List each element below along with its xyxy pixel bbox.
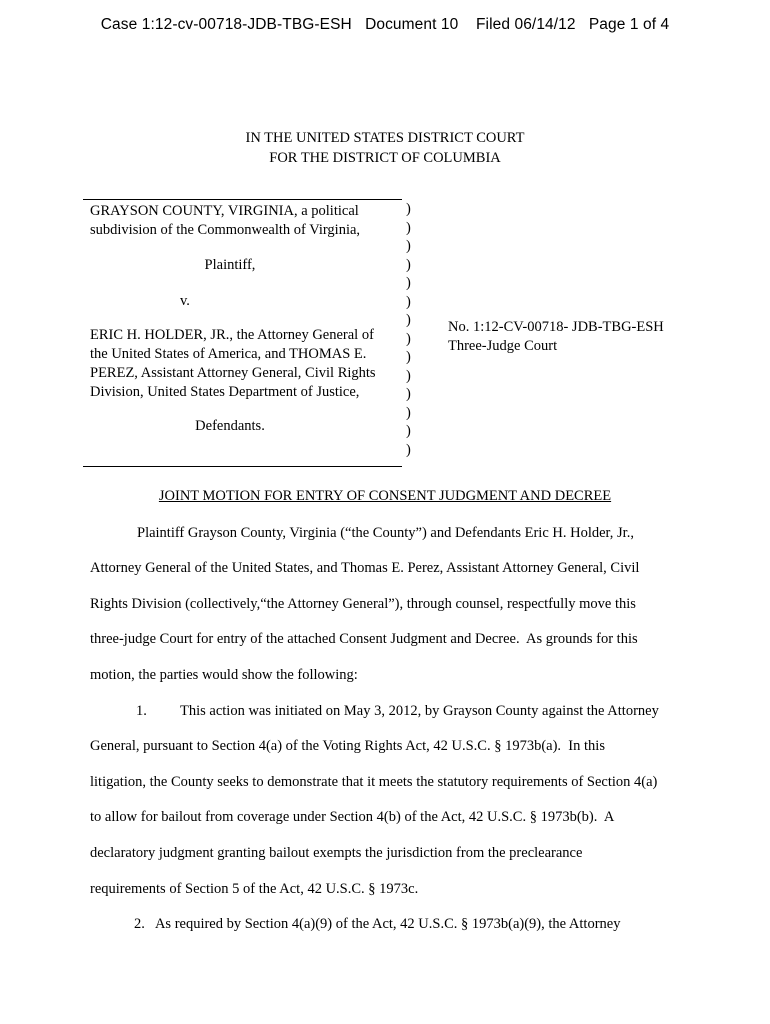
plaintiff-line-2: subdivision of the Commonwealth of Virginia,: [90, 222, 361, 238]
caption-paren: ): [406, 201, 411, 217]
body-line: motion, the parties would show the following:: [90, 667, 358, 683]
case-number: No. 1:12-CV-00718- JDB-TBG-ESH: [448, 319, 664, 335]
defendant-line-1: ERIC H. HOLDER, JR., the Attorney General of: [90, 327, 374, 343]
plaintiff-label: Plaintiff,: [204, 257, 256, 273]
caption-paren: ): [406, 349, 411, 365]
plaintiff-line-1: GRAYSON COUNTY, VIRGINIA, a political: [90, 203, 359, 219]
body-line: General, pursuant to Section 4(a) of the Voting Rights Act, 42 U.S.C. § 1973b(a). In this: [90, 738, 605, 754]
defendant-label: Defendants.: [195, 418, 265, 434]
caption-paren: ): [406, 256, 411, 273]
caption-paren: ): [406, 219, 411, 236]
body-line: declaratory judgment granting bailout exempts the jurisdiction from the preclearance: [90, 845, 583, 861]
court-heading: [0, 128, 770, 168]
paragraph-number: 1.: [136, 703, 147, 719]
caption-paren: ): [406, 330, 411, 347]
versus-label: v.: [180, 293, 190, 309]
body-line: Plaintiff Grayson County, Virginia (“the County”) and Defendants Eric H. Holder, Jr.,: [137, 525, 634, 541]
body-line: Attorney General of the United States, and Thomas E. Perez, Assistant Attorney General, Civil: [90, 560, 640, 576]
body-line: three-judge Court for entry of the attached Consent Judgment and Decree. As grounds for this: [90, 631, 638, 647]
body-line: to allow for bailout from coverage under Section 4(b) of the Act, 42 U.S.C. § 1973b(b). A: [90, 809, 615, 825]
caption-paren: ): [406, 293, 411, 310]
court-type: Three-Judge Court: [448, 338, 558, 354]
body-line: requirements of Section 5 of the Act, 42 U.S.C. § 1973c.: [90, 881, 419, 897]
defendant-line-3: PEREZ, Assistant Attorney General, Civil Rights: [90, 365, 376, 381]
caption-paren: ): [406, 238, 411, 254]
defendant-line-2: the United States of America, and THOMAS E.: [90, 346, 367, 362]
caption-paren: ): [406, 312, 411, 328]
case-number-block: [448, 318, 664, 356]
body-line: litigation, the County seeks to demonstrate that it meets the statutory requirements of Section 4(a): [90, 774, 658, 790]
body-line: This action was initiated on May 3, 2012, by Grayson County against the Attorney: [180, 703, 659, 719]
caption-paren: ): [406, 441, 411, 458]
caption-paren: ): [406, 386, 411, 402]
caption-bottom-rule: [83, 466, 402, 467]
caption-paren: ): [406, 404, 411, 421]
body-line: 2. As required by Section 4(a)(9) of the Act, 42 U.S.C. § 1973b(a)(9), the Attorney: [134, 916, 621, 932]
body-line: Rights Division (collectively,“the Attorney General”), through counsel, respectfully move this: [90, 596, 636, 612]
case-header-stamp: Case 1:12-cv-00718-JDB-TBG-ESH Document 10 Filed 06/14/12 Page 1 of 4: [100, 16, 670, 33]
caption-paren: ): [406, 423, 411, 439]
caption-paren: ): [406, 275, 411, 291]
caption-paren: ): [406, 367, 411, 384]
court-district-line: FOR THE DISTRICT OF COLUMBIA: [269, 150, 501, 166]
caption-paren-column: [406, 200, 411, 459]
motion-title: JOINT MOTION FOR ENTRY OF CONSENT JUDGMENT AND DECREE: [158, 488, 612, 504]
caption-top-rule: [83, 199, 402, 200]
defendant-line-4: Division, United States Department of Justice,: [90, 384, 360, 400]
court-name-line: IN THE UNITED STATES DISTRICT COURT: [245, 130, 525, 146]
